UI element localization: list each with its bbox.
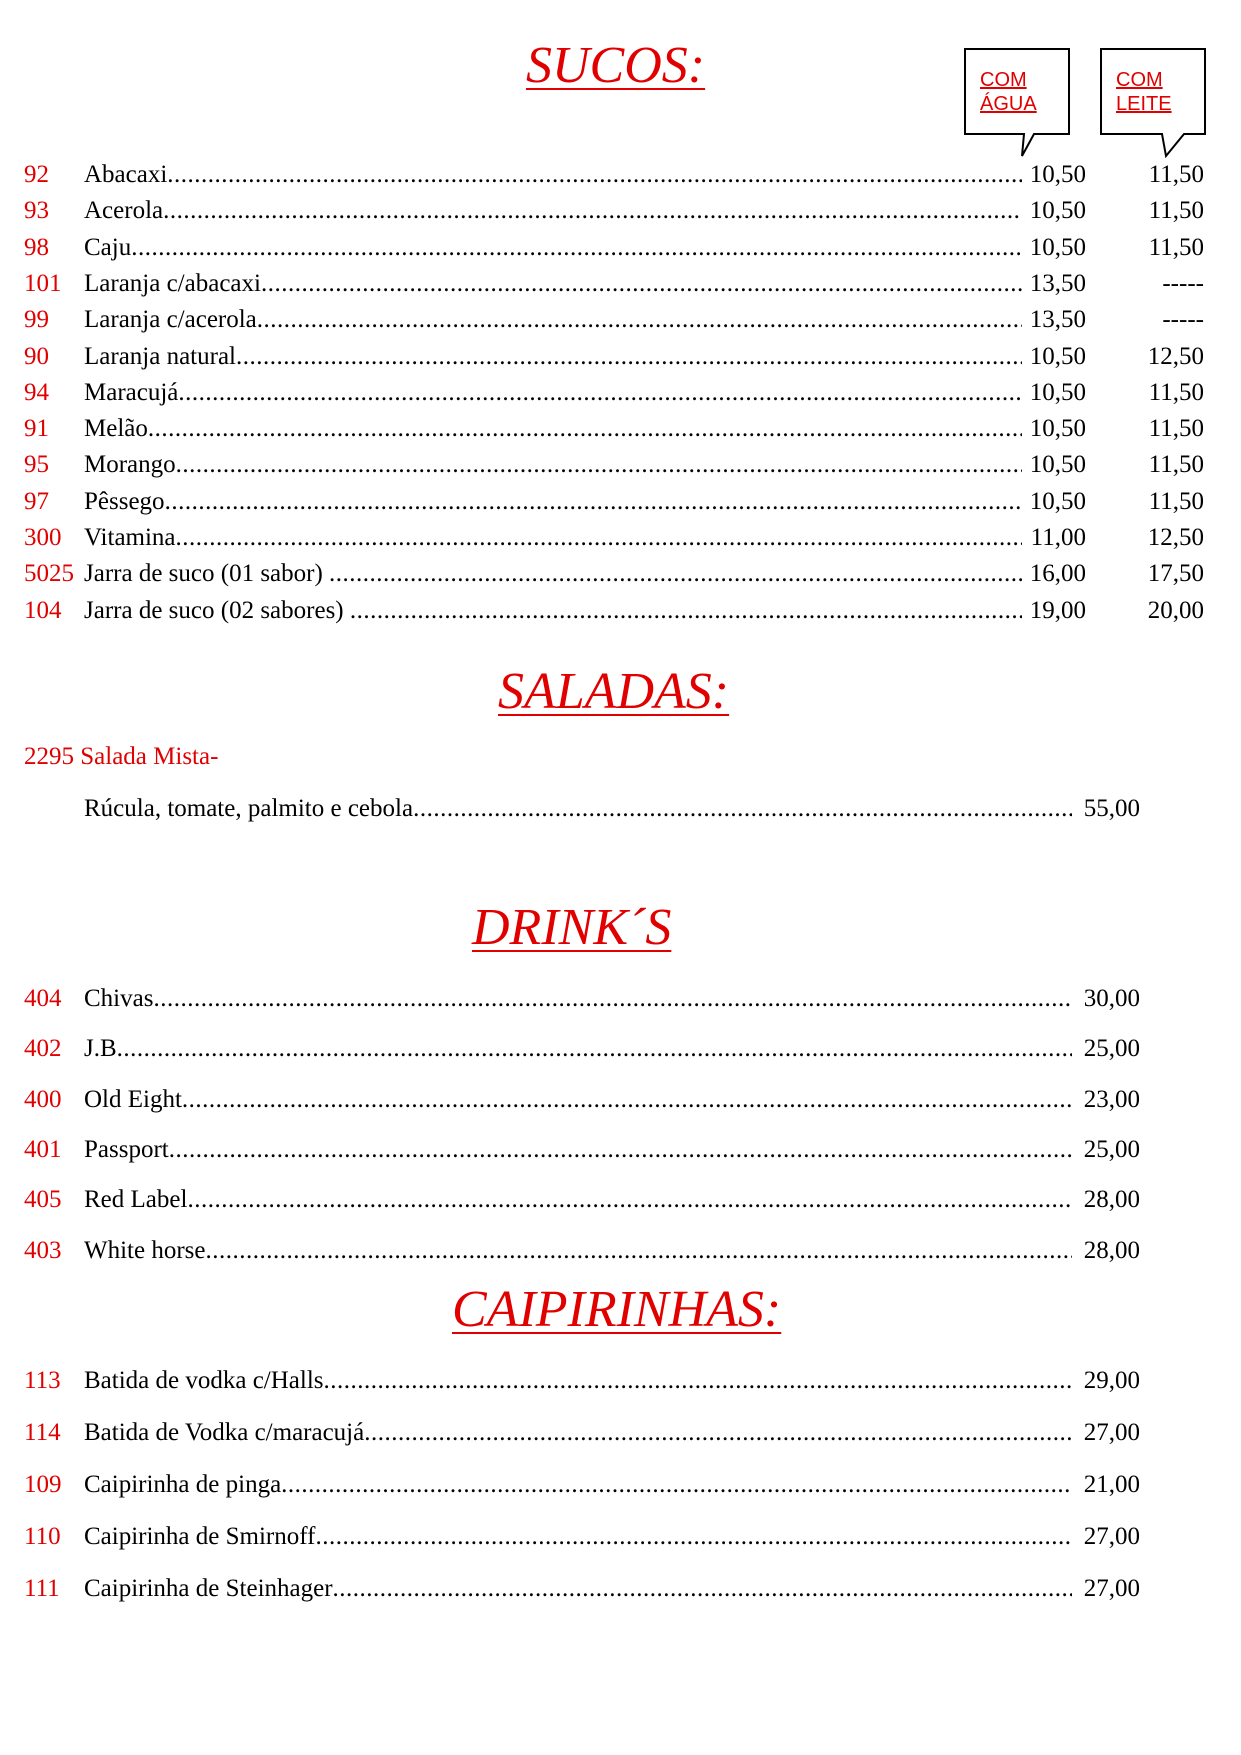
suco-price-agua: 11,00	[1030, 524, 1086, 551]
caipirinha-row	[24, 1364, 1140, 1398]
drink-row	[24, 1234, 1140, 1268]
caipirinha-price: 29,00	[1083, 1367, 1140, 1394]
suco-code: 99	[24, 306, 49, 334]
caipirinha-row	[24, 1520, 1140, 1554]
drink-row	[24, 1133, 1140, 1167]
drink-name: Passport .....	[84, 1133, 1072, 1167]
drink-name: J.B .....	[84, 1032, 1072, 1066]
salada-item-row	[0, 792, 1140, 826]
caipirinha-price: 27,00	[1083, 1419, 1140, 1446]
caipirinha-row	[24, 1468, 1140, 1502]
suco-name: Morango .....	[84, 448, 1022, 482]
suco-price-leite: 11,50	[1148, 197, 1204, 225]
suco-price-leite: 11,50	[1148, 487, 1204, 515]
caipirinha-name: Caipirinha de pinga .....	[84, 1468, 1072, 1502]
suco-code: 92	[24, 161, 49, 188]
drink-price: 30,00	[1083, 985, 1140, 1012]
suco-price-agua: 10,50	[1029, 197, 1086, 225]
caipirinha-code: 109	[24, 1471, 62, 1498]
suco-price-agua: 10,50	[1029, 233, 1086, 261]
caipirinha-name: Batida de vodka c/Halls .....	[84, 1364, 1072, 1398]
drink-name: Red Label .....	[84, 1183, 1072, 1217]
suco-code: 300	[24, 524, 62, 551]
caipirinha-name: Batida de Vodka c/maracujá .....	[84, 1416, 1072, 1450]
caipirinha-row	[24, 1572, 1140, 1606]
suco-price-agua: 10,50	[1029, 451, 1086, 479]
drink-code: 401	[24, 1135, 62, 1163]
sucos-heading: SUCOS:	[526, 37, 706, 94]
suco-price-leite: 20,00	[1147, 596, 1204, 624]
suco-row	[24, 376, 1204, 410]
suco-code: 91	[24, 415, 49, 443]
suco-price-leite: 12,50	[1147, 524, 1204, 551]
drink-code: 400	[24, 1085, 62, 1113]
drink-code: 403	[24, 1236, 62, 1264]
suco-row	[24, 231, 1204, 265]
caipirinha-code: 110	[24, 1523, 61, 1550]
callout-leite-line2: LEITE	[1116, 93, 1172, 115]
suco-code: 94	[24, 378, 49, 406]
drink-row	[24, 1083, 1140, 1117]
caipirinha-price: 27,00	[1083, 1523, 1140, 1550]
caipirinhas-heading: CAIPIRINHAS:	[452, 1281, 782, 1338]
drink-price: 28,00	[1083, 1236, 1140, 1264]
suco-code: 98	[24, 233, 49, 261]
suco-row	[24, 594, 1204, 628]
suco-price-leite: 17,50	[1147, 560, 1204, 588]
caipirinha-price: 21,00	[1083, 1471, 1140, 1498]
drink-price: 23,00	[1083, 1085, 1140, 1113]
suco-code: 5025	[24, 560, 74, 588]
suco-name: Abacaxi .....	[84, 158, 1022, 192]
saladas-heading: SALADAS:	[498, 663, 730, 720]
suco-row	[24, 412, 1204, 446]
suco-name: Laranja natural .....	[84, 340, 1022, 374]
caipirinha-price: 27,00	[1083, 1575, 1140, 1602]
drink-row	[24, 982, 1140, 1016]
caipirinha-name: Caipirinha de Steinhager .....	[84, 1572, 1072, 1606]
callout-agua-line1: COM	[980, 69, 1027, 91]
suco-code: 97	[24, 487, 49, 515]
callout-agua-line2: ÁGUA	[980, 93, 1037, 115]
suco-price-leite: 11,50	[1148, 378, 1204, 406]
suco-price-agua: 10,50	[1029, 487, 1086, 515]
drinks-heading: DRINK´S	[472, 899, 672, 956]
suco-row	[24, 303, 1204, 337]
drink-code: 405	[24, 1186, 62, 1214]
drink-price: 25,00	[1083, 1135, 1140, 1163]
drink-row	[24, 1183, 1140, 1217]
suco-price-agua: 10,50	[1029, 378, 1086, 406]
drink-code: 404	[24, 985, 62, 1012]
salada-item-title: 2295 Salada Mista-	[24, 743, 219, 770]
suco-price-agua: 13,50	[1029, 306, 1086, 334]
caipirinha-name: Caipirinha de Smirnoff .....	[84, 1520, 1072, 1554]
suco-row	[24, 340, 1204, 374]
suco-price-leite: 11,50	[1148, 161, 1204, 188]
suco-name: Acerola .....	[84, 194, 1022, 228]
drink-row	[24, 1032, 1140, 1066]
caipirinha-row	[24, 1416, 1140, 1450]
suco-name: Laranja c/abacaxi .....	[84, 267, 1022, 301]
suco-name: Jarra de suco (01 sabor) .....	[84, 557, 1022, 591]
suco-code: 95	[24, 451, 49, 479]
suco-price-leite: 11,50	[1148, 233, 1204, 261]
suco-price-agua: 19,00	[1029, 596, 1086, 624]
suco-name: Pêssego .....	[84, 485, 1022, 519]
suco-row	[24, 485, 1204, 519]
suco-code: 93	[24, 197, 49, 225]
suco-price-leite: -----	[1162, 269, 1204, 297]
drink-name: Chivas .....	[84, 982, 1072, 1016]
suco-row	[24, 557, 1204, 591]
suco-code: 104	[24, 596, 62, 624]
suco-price-agua: 16,00	[1029, 560, 1086, 588]
suco-price-agua: 10,50	[1029, 415, 1086, 443]
drink-name: Old Eight .....	[84, 1083, 1072, 1117]
suco-row	[24, 158, 1204, 192]
drink-name: White horse .....	[84, 1234, 1072, 1268]
suco-name: Maracujá .....	[84, 376, 1022, 410]
suco-code: 90	[24, 342, 49, 370]
caipirinha-code: 111	[24, 1575, 60, 1602]
suco-code: 101	[24, 269, 62, 297]
suco-name: Vitamina .....	[84, 521, 1022, 555]
suco-row	[24, 521, 1204, 555]
suco-row	[24, 448, 1204, 482]
suco-price-agua: 10,50	[1029, 161, 1086, 188]
suco-price-leite: 12,50	[1147, 342, 1204, 370]
suco-price-agua: 13,50	[1029, 269, 1086, 297]
caipirinha-code: 114	[24, 1419, 61, 1446]
salada-item-price: 55,00	[1083, 795, 1140, 822]
drink-code: 402	[24, 1035, 62, 1063]
suco-name: Melão .....	[84, 412, 1022, 446]
suco-name: Caju .....	[84, 231, 1022, 265]
suco-price-leite: -----	[1162, 306, 1204, 334]
suco-name: Laranja c/acerola .....	[84, 303, 1022, 337]
suco-row	[24, 194, 1204, 228]
drink-price: 25,00	[1083, 1035, 1140, 1063]
drink-price: 28,00	[1083, 1186, 1140, 1214]
callout-leite-line1: COM	[1116, 69, 1163, 91]
suco-price-leite: 11,50	[1148, 415, 1204, 443]
suco-price-leite: 11,50	[1148, 451, 1204, 479]
suco-price-agua: 10,50	[1029, 342, 1086, 370]
caipirinha-code: 113	[24, 1367, 61, 1394]
suco-name: Jarra de suco (02 sabores) .....	[84, 594, 1022, 628]
salada-item-desc: Rúcula, tomate, palmito e cebola .....	[84, 792, 1072, 826]
suco-row	[24, 267, 1204, 301]
